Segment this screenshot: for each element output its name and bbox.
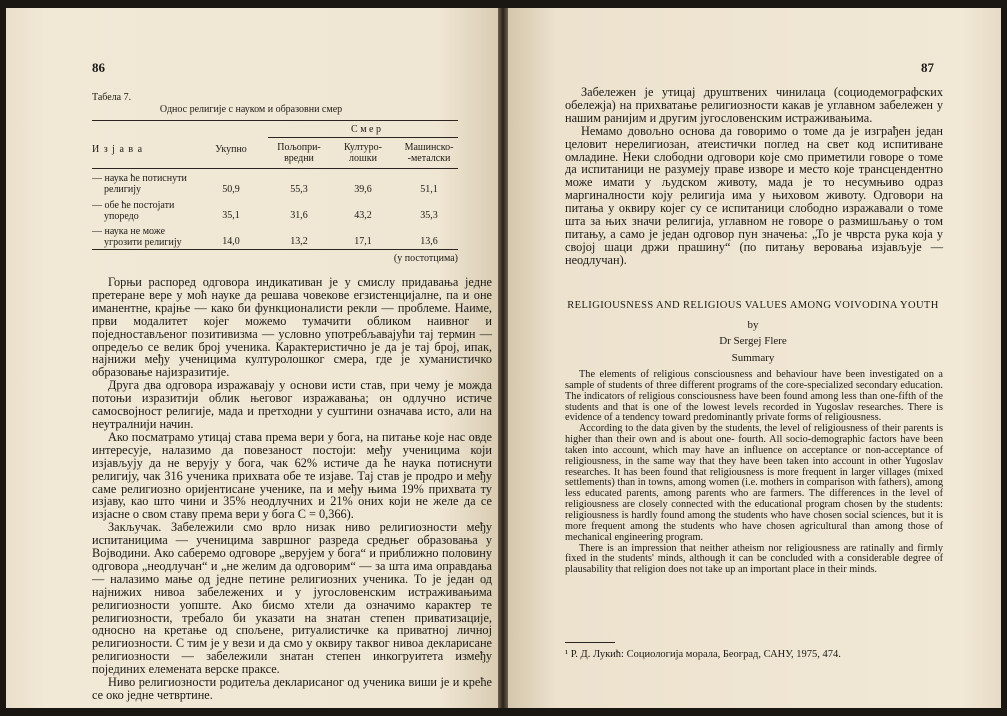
left-body-text	[92, 276, 492, 702]
table-row-label: — обе ће постојати упоредо	[92, 200, 175, 222]
col-header-cultural: Културо- лошки	[343, 142, 383, 164]
table-row-label: — наука ће потиснути религију	[92, 173, 187, 195]
col-header-agricultural: Пољопри- вредни	[277, 142, 321, 164]
table-note: (у постотцима)	[393, 253, 458, 264]
table-cell: 13,6	[420, 236, 438, 247]
table-bottom-rule	[92, 249, 458, 250]
paragraph: According to the data given by the students, the level of religiousness of their parents is higher than their own and is about one- fourth. All socio-demographic factors have been taken into account, which may have an influence on acceptance or non-acceptance of religiousness, in the same way that they have been taken into account in other Yugoslav researches. It has been found that religiousness is more frequent in larger villages (mixed settlements) than in towns, among women (i.e. mothers in comparison with fathers), among less educated parents, among parents who are farmers. The differences in the level of religiousness are closely connected with the educational program chosen by the students: religiousness is hardly found among the students who have chosen social sciences, but it is more frequent among the students who have chosen agricultural than among those of mechanical engineering program.	[565, 423, 943, 543]
right-page	[508, 8, 1001, 708]
table-row-label: — наука не може угрозити религију	[92, 226, 182, 248]
english-author: Dr Sergej Flere	[719, 335, 787, 347]
page-number-left: 86	[92, 60, 105, 75]
table-cell: 14,0	[222, 236, 240, 247]
table-cell: 43,2	[354, 210, 372, 221]
table-cell: 31,6	[290, 210, 308, 221]
col-header-mechanical: Машинско- -металски	[404, 142, 454, 164]
table-top-rule	[92, 120, 458, 121]
table-cell: 39,6	[354, 184, 372, 195]
paragraph: Горњи распоред одговора индикативан је у смислу придавања једне претеране вере у моћ науке да решава човекове егзистенцијалне, па и оне иманентне, крајње — како би функционалисти рекли — проблеме. Наиме, први модалитет којег можемо тумачити обликом наивног и поједностављеног позитивизма — условно употребљавајући тај термин — опредељо се велик број ученика. Карактеристично је да је тај број, ипак, најнижи међу ученицима културолошког смера, где је хуманистичко образовање најизразитије.	[92, 275, 492, 380]
table-cell: 35,1	[222, 210, 240, 221]
table-group-rule	[268, 137, 458, 138]
page-number-right: 87	[921, 60, 934, 75]
paragraph: Немамо довољно основа да говоримо о томе да је изграђен један целовит нерелигиозан, атеистички поглед на свет код испитиване омладине. Неки слободни одговори које смо приметили говоре о томе да испитаници не разумеју праве изворе и место које трансцендентно може имати у људском животу, мада је то несумњиво одраз маргиналности коју религија има у њиховом животу. Одговори на питања у оквиру којег су се испитаници слободно изражавали о томе шта за њих значи религија, углавном не говоре о размишљању о том питању, а само је један одговор пун значења: „То је чврста рука која у својој шаци држи прашину“ (по питању веровања изјављује — неодлучан).	[565, 123, 943, 267]
paragraph: Друга два одговора изражавају у основи исти став, при чему је можда потоњи изразитији облик његовог изражавања; он одлучно истиче самосвојност религије, мада и претходни у суштини означава исто, али на неутралнији начин.	[92, 378, 492, 431]
col-header-total: Укупно	[215, 144, 247, 155]
english-title: RELIGIOUSNESS AND RELIGIOUS VALUES AMONG VOIVODINA YOUTH	[567, 300, 939, 311]
footnote: ¹ Р. Д. Лукић: Социологија морала, Београд, САНУ, 1975, 474.	[565, 649, 841, 660]
table-caption: Однос религије с науком и образовни смер	[159, 104, 343, 115]
paragraph: Ниво религиозности родитеља декларисаног од ученика виши је и креће се око једне четвртине.	[92, 675, 492, 702]
paragraph: Забележен је утицај друштвених чинилаца (социодемографских обележја) на прихватање религиозности какав је углавном забележен у нашим ранијим и другим југословенским истраживањима.	[565, 85, 943, 125]
right-body-text	[565, 86, 943, 267]
table-cell: 17,1	[354, 236, 372, 247]
book-gutter	[498, 8, 508, 708]
paragraph: Ако посматрамо утицај става према вери у бога, на питање које нас овде интересује, налазимо да повезаност постоји: међу ученицима који изјављују да не верују у бога, чак 62% истиче да ће наука потиснути религију, чак 316 ученика прихвата обе те изјаве. Тај став је продро и међу саме религиозно оријентисане ученике, па и међу њима 19% прихвата ту изјаву, као што чини и 35% неодлучних и 21% оних који не желе да се изјасне о свом ставу према вери у бога C = 0,366).	[92, 429, 492, 522]
table-cell: 13,2	[290, 236, 308, 247]
footnote-rule	[565, 642, 615, 643]
table-cell: 51,1	[420, 184, 438, 195]
table-cell: 55,3	[290, 184, 308, 195]
summary-heading: Summary	[731, 352, 775, 364]
left-page	[6, 8, 498, 708]
paragraph: Закључак. Забележили смо врло низак ниво религиозности међу испитаницима — ученицима завршног разреда средњег образовања у Војводини. Ако саберемо одговоре „верујем у бога“ и приближно половину одговора „неодлучан“ и „не желим да одговорим“ — за шта има оправдања — налазимо мање од једне петине религиозних ученика. То је један од најнижих нивоа забележених и у југословенским истраживањима религиозности уопште. Ако бисмо хтели да означимо карактер те религиозности, требало би указати на знатан степен приватизације, односно на кретање од спољене, ритуалистичке ка приватној личној религиозности. С тим је у вези и да смо у оквиру таквог нивоа декларисане религиозности — забележили знатан степен инкогруитета између појединих елемената верске праксе.	[92, 520, 492, 677]
col-header-statement: И з ј а в а	[92, 144, 144, 155]
english-by: by	[747, 319, 759, 331]
paragraph: The elements of religious consciousness and behaviour have been investigated on a sample of students of three different programs of the core-specialized secondary education. The indicators of religious consciousness have been found among less than one-fifth of the students and that is one of the lowest levels recorded in Yugoslav researches. There is evidence of a tendency toward predominantly private forms of religiousness.	[565, 369, 943, 424]
table-cell: 35,3	[420, 210, 438, 221]
english-summary-text	[565, 370, 943, 576]
table-title: Табела 7.	[92, 92, 132, 103]
table-cell: 50,9	[222, 184, 240, 195]
table-group-header: С м е р	[351, 124, 381, 135]
paragraph: There is an impression that neither atheism nor religiousness are ratinally and firmly fixed in the students' minds, although it can be concluded with a considerable degree of plausability that religion does not take up an important place in their minds.	[565, 542, 943, 576]
table-header-rule	[92, 168, 458, 169]
